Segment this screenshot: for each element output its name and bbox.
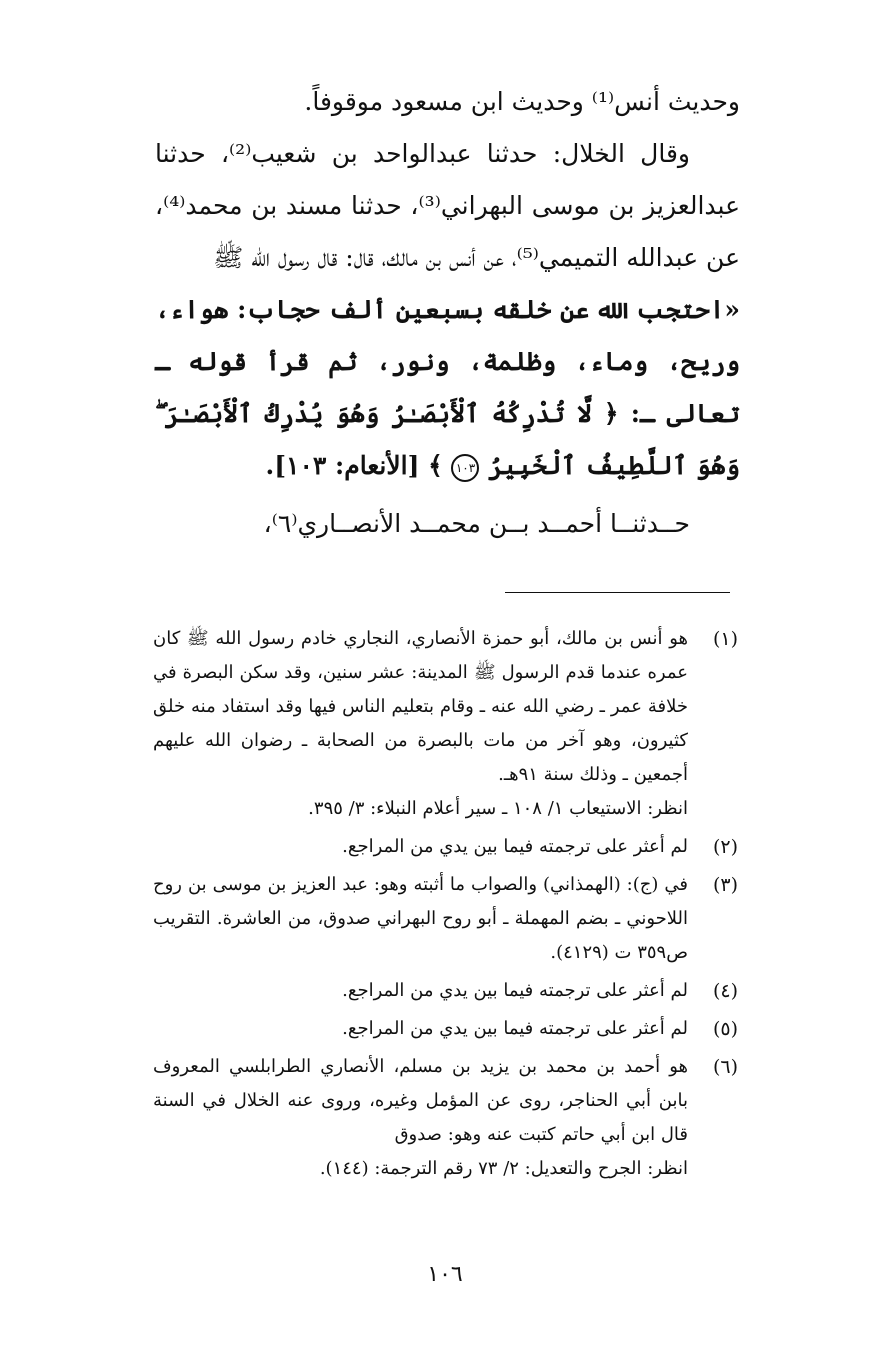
footnote-text: هو أنس بن مالك، أبو حمزة الأنصاري، النجاري خادم رسول الله ﷺ كان عمره عندما قدم الرسول ﷺ المدينة: عشر سنين، وقد سكن البصرة في خلافة عمر ـ رضي الله عنه ـ وقام بتعليم الناس فيها وقد استفاد منه خلق كثيرون، وهو آخر من مات بالبصرة من الصحابة ـ رضوان الله عليهم أجمعين ـ وذلك سنة ٩١هـ. [153, 628, 688, 785]
main-text [155, 76, 740, 550]
footnote-text: هو أحمد بن محمد بن يزيد بن مسلم، الأنصاري الطرابلسي المعروف بابن أبي الحناجر، روى عن المؤمل وغيره، وروى عنه الخلال في السنة قال ابن أبي حاتم كتبت عنه وهو: صدوق [153, 1056, 688, 1145]
main-paragraph-isnad: وقال الخلال: حدثنا عبدالواحد بن شعيب⁽²⁾، حدثنا عبدالعزيز بن موسى البهراني⁽³⁾، حدثنا مسند بن محمد⁽⁴⁾، عن عبدالله التميمي⁽⁵⁾، عن أنس بن مالك، قال: قال رسول الله ﷺ [155, 139, 740, 272]
footnote [153, 974, 738, 1008]
footnote [153, 1050, 738, 1186]
main-line-last: حــدثنــا أحمــد بــن محمــد الأنصــاري⁽٦⁾، [263, 509, 690, 538]
footnote-number: (٤) [712, 980, 738, 1002]
hadith-matn: «احتجب الله عن خلقه بسبعين ألف حجاب: هواء، وريح، وماء، وظلمة، ونور، ثم قرأ قوله ـ تعالى ـ: [155, 295, 740, 428]
quran-verse: ﴿ لَّا تُدْرِكُهُ ٱلْأَبْصَـٰرُ وَهُوَ يُدْرِكُ ٱلْأَبْصَـٰرَ ۖ وَهُوَ ٱللَّطِيفُ ٱلْخَبِيرُ [155, 399, 740, 480]
footnote [153, 868, 738, 970]
footnote-text: في (ج): (الهمذاني) والصواب ما أثبته وهو: عبد العزيز بن موسى بن روح اللاحوني ـ بضم المهملة ـ أبو روح البهراني صدوق، من العاشرة. التقريب ص٣٥٩ ت (٤١٢٩). [153, 874, 688, 963]
footnotes [153, 622, 738, 1190]
quran-reference: ﴾ [الأنعام: ١٠٣]. [265, 451, 443, 480]
footnote-number: (٦) [712, 1056, 738, 1078]
footnote-text: انظر: الجرح والتعديل: ٢/ ٧٣ رقم الترجمة: (١٤٤). [319, 1158, 688, 1179]
footnote [153, 1012, 738, 1046]
main-line-1: وحديث أنس⁽¹⁾ وحديث ابن مسعود موقوفاً. [304, 87, 740, 116]
footnote-text: انظر: الاستيعاب ١/ ١٠٨ ـ سير أعلام النبلاء: ٣/ ٣٩٥. [308, 798, 688, 819]
footnote-number: (٢) [712, 836, 738, 858]
footnote-number: (٣) [712, 874, 738, 896]
footnote-text: لم أعثر على ترجمته فيما بين يدي من المراجع. [342, 1018, 688, 1039]
footnote-divider [505, 592, 730, 593]
hadith-text [155, 284, 740, 492]
page-number: ١٠٦ [427, 1262, 463, 1287]
footnote-text: لم أعثر على ترجمته فيما بين يدي من المراجع. [342, 980, 688, 1001]
footnote-number: (٥) [712, 1018, 738, 1040]
footnote [153, 830, 738, 864]
footnote-text: لم أعثر على ترجمته فيما بين يدي من المراجع. [342, 836, 688, 857]
footnote [153, 622, 738, 826]
footnote-number: (١) [712, 628, 738, 650]
verse-number-mark: ١٠٣ [451, 454, 479, 482]
